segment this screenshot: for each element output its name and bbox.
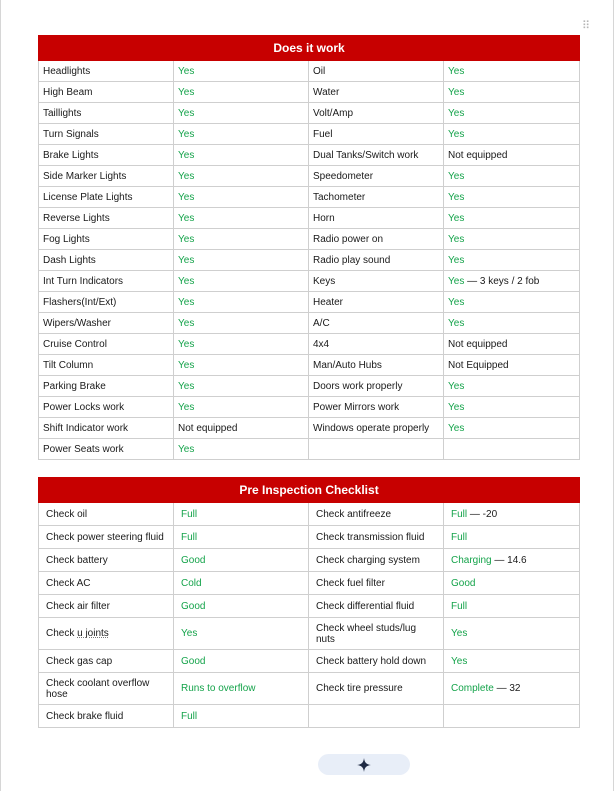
pre-item-cell[interactable]: Check battery hold down [309,650,444,673]
works-item-cell[interactable]: High Beam [39,82,174,103]
works-value-cell[interactable]: Not Equipped [444,355,580,376]
works-item-cell[interactable]: Man/Auto Hubs [309,355,444,376]
works-value-cell[interactable]: Yes [444,166,580,187]
works-value-cell[interactable]: Yes [174,271,309,292]
works-value-cell[interactable]: Yes [444,187,580,208]
pre-value-cell[interactable]: Full [444,595,580,618]
pre-value-cell[interactable]: Full [174,503,309,526]
works-row [39,103,580,124]
works-item-cell[interactable]: Horn [309,208,444,229]
works-item-cell[interactable]: Shift Indicator work [39,418,174,439]
pre-value-cell[interactable]: Good [174,595,309,618]
works-row [39,208,580,229]
works-row [39,397,580,418]
works-value-cell[interactable]: Yes [174,61,309,82]
works-value-cell[interactable]: Yes [174,313,309,334]
works-row [39,355,580,376]
works-value-cell[interactable]: Yes [444,250,580,271]
works-item-cell[interactable]: Oil [309,61,444,82]
works-value-cell[interactable]: Yes [444,229,580,250]
works-row [39,439,580,460]
pre-item-cell[interactable]: Check brake fluid [39,705,174,728]
pre-row [39,673,580,705]
works-item-cell[interactable]: Power Seats work [39,439,174,460]
pre-item-cell[interactable]: Check differential fluid [309,595,444,618]
works-row [39,250,580,271]
pre-inspection-title: Pre Inspection Checklist [39,478,580,503]
pre-value-cell[interactable]: Full [444,526,580,549]
pre-value-cell[interactable]: Yes [444,618,580,650]
pre-item-cell[interactable]: Check power steering fluid [39,526,174,549]
pre-item-cell[interactable]: Check tire pressure [309,673,444,705]
does-it-work-body [39,61,580,460]
works-value-cell[interactable]: Yes [444,313,580,334]
works-row [39,292,580,313]
works-item-cell[interactable]: Parking Brake [39,376,174,397]
works-item-cell[interactable]: Volt/Amp [309,103,444,124]
works-value-cell[interactable]: Yes [174,397,309,418]
works-row [39,166,580,187]
works-item-cell[interactable]: Tilt Column [39,355,174,376]
works-value-cell[interactable]: Yes [444,124,580,145]
works-value-cell[interactable]: Yes [174,145,309,166]
works-row [39,124,580,145]
pre-item-cell[interactable]: Check gas cap [39,650,174,673]
pre-value-cell[interactable]: Full [174,705,309,728]
pre-value-cell[interactable]: Good [174,549,309,572]
works-row [39,145,580,166]
works-row [39,313,580,334]
works-value-cell[interactable]: Yes [174,292,309,313]
works-item-cell[interactable]: Wipers/Washer [39,313,174,334]
works-value-cell[interactable]: Yes [174,355,309,376]
works-value-cell[interactable]: Not equipped [174,418,309,439]
works-item-cell[interactable]: A/C [309,313,444,334]
pre-row [39,503,580,526]
works-value-cell[interactable]: Yes [174,82,309,103]
works-item-cell[interactable]: Fog Lights [39,229,174,250]
works-value-cell[interactable]: Not equipped [444,145,580,166]
pre-value-cell[interactable]: Full [174,526,309,549]
works-row [39,418,580,439]
works-item-cell[interactable]: Cruise Control [39,334,174,355]
pre-value-cell[interactable]: Full — -20 [444,503,580,526]
pre-row [39,705,580,728]
pre-value-cell[interactable]: Yes [444,650,580,673]
pre-value-cell[interactable]: Yes [174,618,309,650]
works-item-cell[interactable]: Radio power on [309,229,444,250]
works-item-cell[interactable]: Power Locks work [39,397,174,418]
works-item-cell[interactable]: Side Marker Lights [39,166,174,187]
does-it-work-table [38,35,580,460]
pre-item-cell[interactable]: Check AC [39,572,174,595]
pre-item-cell[interactable]: Check charging system [309,549,444,572]
works-value-cell[interactable]: Yes [174,124,309,145]
pre-inspection-body [39,503,580,728]
works-row [39,271,580,292]
works-row [39,187,580,208]
pre-value-cell[interactable]: Charging — 14.6 [444,549,580,572]
works-value-cell[interactable]: Not equipped [444,334,580,355]
pre-inspection-table [38,477,580,728]
pre-item-cell[interactable]: Check air filter [39,595,174,618]
works-item-cell[interactable]: 4x4 [309,334,444,355]
works-value-cell[interactable]: Yes [174,166,309,187]
works-row [39,334,580,355]
works-item-cell[interactable]: Dual Tanks/Switch work [309,145,444,166]
works-value-cell[interactable]: Yes [174,439,309,460]
pre-row [39,650,580,673]
works-item-cell[interactable]: Power Mirrors work [309,397,444,418]
works-row [39,82,580,103]
pre-value-cell[interactable]: Good [174,650,309,673]
page-left-edge [0,0,1,791]
pre-item-cell[interactable]: Check oil [39,503,174,526]
assistant-button[interactable] [318,754,410,775]
works-row [39,376,580,397]
pre-item-cell[interactable] [309,705,444,728]
works-value-cell[interactable]: Yes [444,418,580,439]
works-item-cell[interactable] [309,439,444,460]
works-item-cell[interactable]: Turn Signals [39,124,174,145]
works-value-cell[interactable] [444,439,580,460]
works-value-cell[interactable]: Yes [174,334,309,355]
works-item-cell[interactable]: Water [309,82,444,103]
works-value-cell[interactable]: Yes [174,103,309,124]
pre-item-cell[interactable]: Check fuel filter [309,572,444,595]
pre-item-cell[interactable]: Check u joints [39,618,174,650]
works-item-cell[interactable]: Fuel [309,124,444,145]
works-item-cell[interactable]: License Plate Lights [39,187,174,208]
works-value-cell[interactable]: Yes [174,187,309,208]
pre-item-cell[interactable]: Check antifreeze [309,503,444,526]
works-item-cell[interactable]: Headlights [39,61,174,82]
works-value-cell[interactable]: Yes [444,376,580,397]
pre-value-cell[interactable]: Runs to overflow [174,673,309,705]
drag-handle-icon[interactable]: ⠿ [582,19,591,32]
works-item-cell[interactable]: Keys [309,271,444,292]
works-value-cell[interactable]: Yes [444,82,580,103]
pre-value-cell[interactable]: Complete — 32 [444,673,580,705]
works-value-cell[interactable]: Yes [174,229,309,250]
works-item-cell[interactable]: Brake Lights [39,145,174,166]
works-item-cell[interactable]: Tachometer [309,187,444,208]
works-item-cell[interactable]: Int Turn Indicators [39,271,174,292]
works-value-cell[interactable]: Yes — 3 keys / 2 fob [444,271,580,292]
pre-item-cell[interactable]: Check battery [39,549,174,572]
sparkle-icon [357,758,371,772]
pre-value-cell[interactable] [444,705,580,728]
works-item-cell[interactable]: Heater [309,292,444,313]
works-item-cell[interactable]: Radio play sound [309,250,444,271]
works-value-cell[interactable]: Yes [444,292,580,313]
pre-row [39,549,580,572]
works-value-cell[interactable]: Yes [444,103,580,124]
pre-value-cell[interactable]: Good [444,572,580,595]
works-value-cell[interactable]: Yes [174,376,309,397]
pre-row [39,572,580,595]
works-item-cell[interactable]: Dash Lights [39,250,174,271]
works-row [39,61,580,82]
works-value-cell[interactable]: Yes [174,208,309,229]
works-row [39,229,580,250]
works-item-cell[interactable]: Taillights [39,103,174,124]
pre-item-cell[interactable]: Check transmission fluid [309,526,444,549]
page-right-edge [613,0,614,791]
works-value-cell[interactable]: Yes [174,250,309,271]
works-item-cell[interactable]: Reverse Lights [39,208,174,229]
works-value-cell[interactable]: Yes [444,397,580,418]
pre-item-cell[interactable]: Check wheel studs/lug nuts [309,618,444,650]
pre-row [39,595,580,618]
pre-item-cell[interactable]: Check coolant overflow hose [39,673,174,705]
works-item-cell[interactable]: Doors work properly [309,376,444,397]
pre-row [39,618,580,650]
does-it-work-title: Does it work [39,36,580,61]
pre-value-cell[interactable]: Cold [174,572,309,595]
works-item-cell[interactable]: Windows operate properly [309,418,444,439]
works-item-cell[interactable]: Flashers(Int/Ext) [39,292,174,313]
works-value-cell[interactable]: Yes [444,208,580,229]
pre-row [39,526,580,549]
works-value-cell[interactable]: Yes [444,61,580,82]
works-item-cell[interactable]: Speedometer [309,166,444,187]
